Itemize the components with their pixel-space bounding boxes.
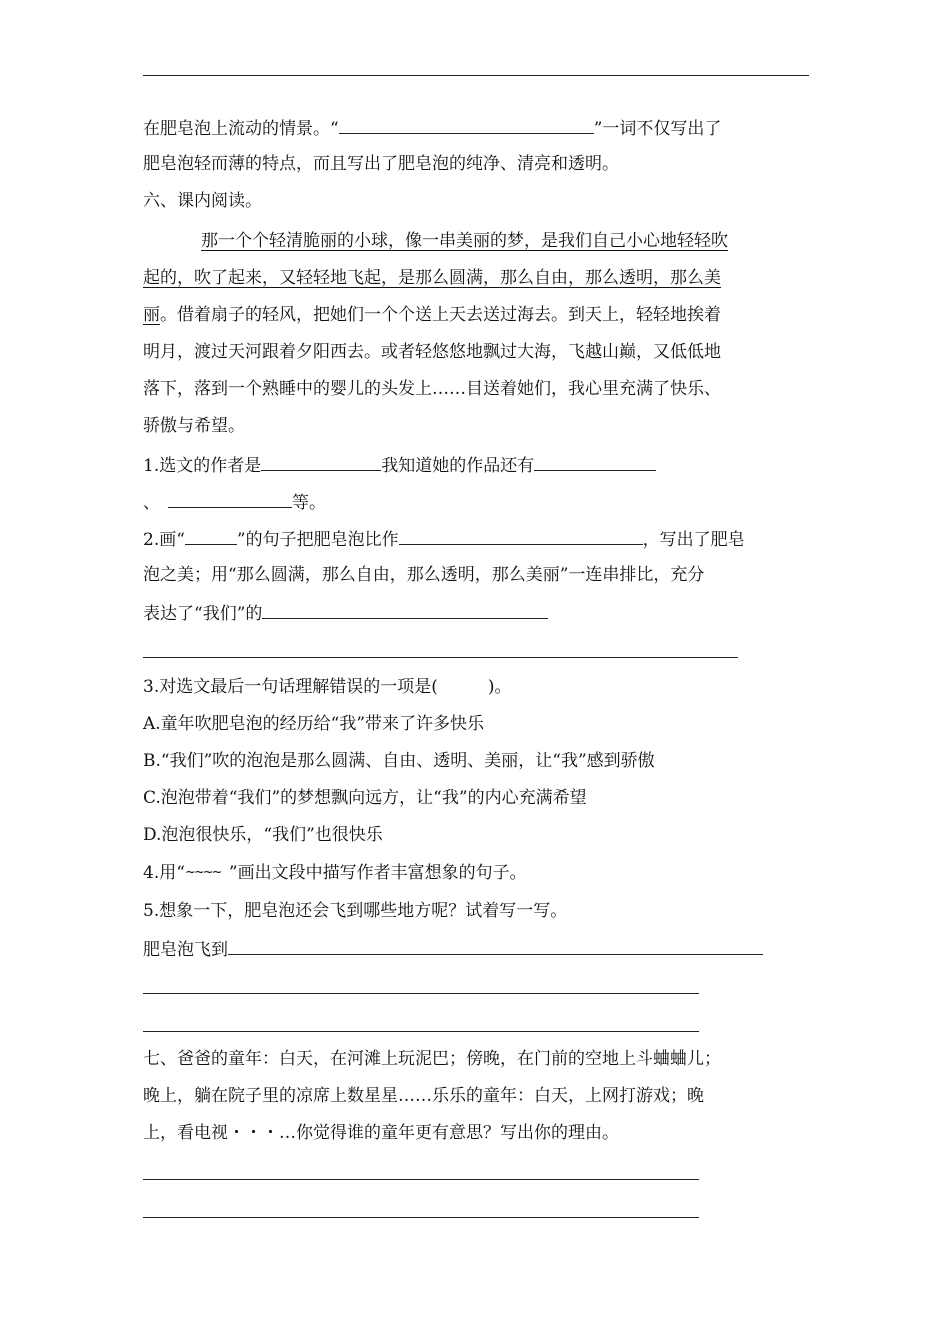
answer-line-q2[interactable]	[143, 657, 738, 658]
answer-line-s7-1[interactable]	[143, 1179, 699, 1180]
option-d: D.泡泡很快乐，“我们”也很快乐	[143, 825, 383, 845]
section-6-heading: 六、课内阅读。	[143, 191, 262, 211]
carry-over-line-2: 肥皂泡轻而薄的特点，而且写出了肥皂泡的纯净、清亮和透明。	[143, 154, 619, 174]
option-a: A.童年吹肥皂泡的经历给“我”带来了许多快乐	[143, 714, 485, 734]
answer-blank-feeling[interactable]	[262, 601, 548, 619]
underline-sample	[185, 527, 237, 545]
option-c: C.泡泡带着“我们”的梦想飘向远方，让“我”的内心充满希望	[143, 788, 587, 808]
question-1: 1.选文的作者是 我知道她的作品还有	[143, 453, 656, 475]
answer-blank-metaphor[interactable]	[399, 527, 643, 545]
question-5: 5.想象一下，肥皂泡还会飞到哪些地方呢？试着写一写。	[143, 901, 568, 921]
question-2-cont-1: 泡之美；用“那么圆满，那么自由，那么透明，那么美丽”一连串排比，充分	[143, 565, 705, 585]
passage-line-1: 那一个个轻清脆丽的小球，像一串美丽的梦，是我们自己小心地轻轻吹	[201, 231, 728, 251]
passage-line-5: 落下，落到一个熟睡中的婴儿的头发上……目送着她们，我心里充满了快乐、	[143, 379, 721, 399]
option-b: B.“我们”吹的泡泡是那么圆满、自由、透明、美丽，让“我”感到骄傲	[143, 751, 655, 771]
question-3: 3.对选文最后一句话理解错误的一项是( )。	[143, 677, 512, 697]
answer-line-s7-2[interactable]	[143, 1217, 699, 1218]
question-2: 2.画“ ”的句子把肥皂泡比作 ，写出了肥皂	[143, 527, 745, 549]
passage-line-3: 丽。借着扇子的轻风，把她们一个个送上天去送过海去。到天上，轻轻地挨着	[143, 305, 721, 325]
section-7-line-2: 晚上，躺在院子里的凉席上数星星……乐乐的童年：白天，上网打游戏；晚	[143, 1086, 704, 1106]
section-7-line-1: 七、爸爸的童年：白天，在河滩上玩泥巴；傍晚，在门前的空地上斗蛐蛐儿；	[143, 1049, 721, 1069]
question-4: 4.用“~~~~ ”画出文段中描写作者丰富想象的句子。	[143, 863, 527, 883]
passage-line-6: 骄傲与希望。	[143, 416, 245, 436]
passage-line-2: 起的，吹了起来，又轻轻地飞起，是那么圆满，那么自由，那么透明，那么美	[143, 268, 721, 288]
section-7-line-3: 上，看电视・・・…你觉得谁的童年更有意思？写出你的理由。	[143, 1123, 619, 1143]
passage-line-4: 明月，渡过天河跟着夕阳西去。或者轻悠悠地飘过大海，飞越山巅，又低低地	[143, 342, 721, 362]
answer-line-q5-2[interactable]	[143, 1031, 699, 1032]
question-2-cont-2: 表达了“我们”的	[143, 601, 548, 623]
answer-blank-q5[interactable]	[228, 937, 763, 955]
answer-blank-word[interactable]	[339, 116, 594, 134]
answer-blank-author[interactable]	[261, 453, 381, 471]
question-5-answer-line: 肥皂泡飞到	[143, 937, 763, 959]
carry-over-line-1: 在肥皂泡上流动的情景。“ ”一词不仅写出了	[143, 116, 721, 138]
header-rule	[143, 75, 809, 76]
answer-line-q5-1[interactable]	[143, 993, 699, 994]
wavy-underline-sample: ~~~~	[184, 865, 221, 880]
answer-blank-work-2[interactable]	[168, 490, 292, 508]
question-1-cont: 、 等。	[143, 490, 326, 512]
answer-blank-work-1[interactable]	[534, 453, 656, 471]
